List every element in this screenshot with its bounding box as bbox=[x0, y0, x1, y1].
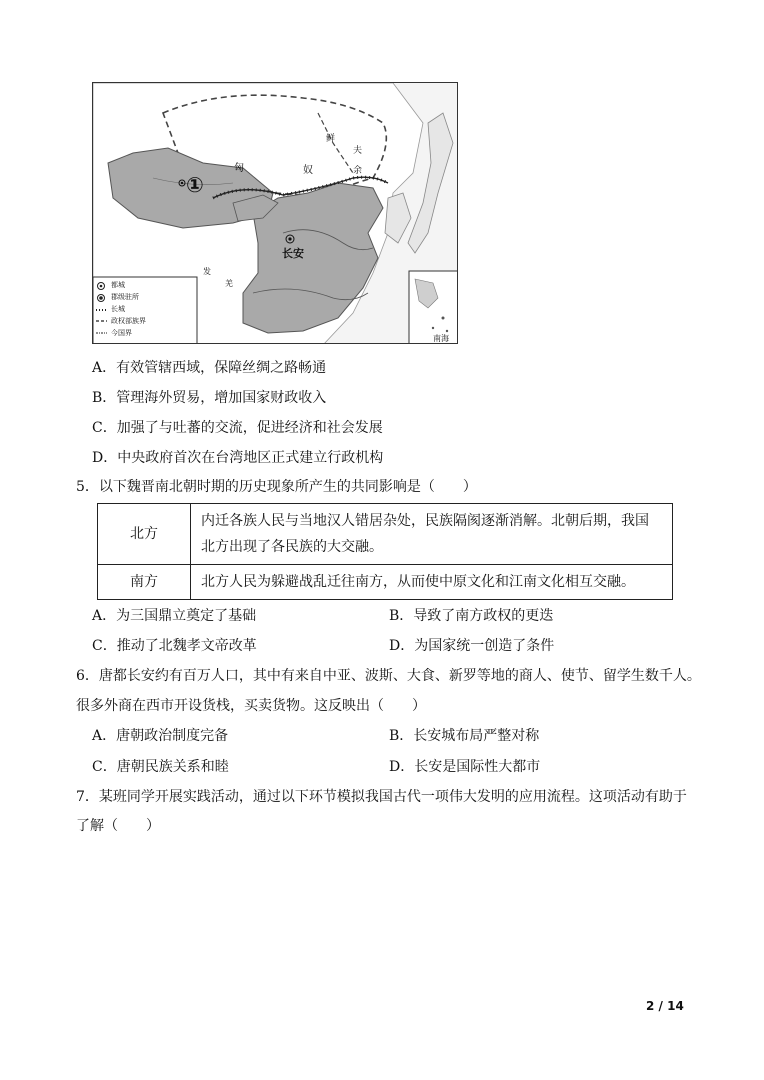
map-label-xiongnu-1: 匈 bbox=[234, 163, 244, 174]
legend-great-wall: 长城 bbox=[111, 305, 125, 313]
q5-stem: 5．以下魏晋南北朝时期的历史现象所产生的共同影响是（ ） bbox=[76, 479, 477, 495]
page-number: 2 / 14 bbox=[646, 999, 684, 1013]
q5-option-c: C．推动了北魏孝文帝改革 bbox=[92, 638, 257, 654]
legend-regime-boundary: 政权部族界 bbox=[111, 317, 146, 325]
legend-commandery-seat: 郡级驻所 bbox=[111, 293, 139, 301]
q6-stem-line1: 6．唐都长安约有百万人口，其中有来自中亚、波斯、大食、新罗等地的商人、使节、留学生数千人。 bbox=[76, 668, 701, 684]
q5-row-head-south: 南方 bbox=[98, 565, 191, 600]
q5-row-text-north: 内迁各族人民与当地汉人错居杂处，民族隔阂逐渐消解。北朝后期，我国北方出现了各民族的大交融。 bbox=[191, 504, 673, 565]
q4-option-d: D．中央政府首次在台湾地区正式建立行政机构 bbox=[92, 450, 384, 466]
map-label-fuyu-1: 夫 bbox=[353, 146, 363, 156]
map-label-nanhai: 南海 bbox=[433, 334, 449, 343]
q5-option-a: A．为三国鼎立奠定了基础 bbox=[92, 608, 257, 624]
map-marker-1: ① bbox=[186, 173, 204, 197]
table-row bbox=[98, 565, 673, 600]
map-label-xiongnu-2: 奴 bbox=[303, 165, 313, 176]
map-label-xianbei: 鲜 bbox=[326, 134, 336, 144]
q4-option-c: C．加强了与吐蕃的交流，促进经济和社会发展 bbox=[92, 420, 383, 436]
q4-option-a: A．有效管辖西域，保障丝绸之路畅通 bbox=[92, 360, 327, 376]
q6-option-a: A．唐朝政治制度完备 bbox=[92, 728, 229, 744]
q4-option-b: B．管理海外贸易，增加国家财政收入 bbox=[92, 390, 327, 406]
q7-stem-line1: 7．某班同学开展实践活动，通过以下环节模拟我国古代一项伟大发明的应用流程。这项活动有助于 bbox=[76, 789, 687, 805]
q5-row-head-north: 北方 bbox=[98, 504, 191, 565]
historical-map bbox=[92, 82, 458, 344]
q6-option-d: D．长安是国际性大都市 bbox=[389, 759, 541, 775]
map-label-qiang: 羌 bbox=[225, 279, 233, 288]
q6-stem-line2: 很多外商在西市开设货栈，买卖货物。这反映出（ ） bbox=[76, 698, 426, 714]
q5-row-text-south: 北方人民为躲避战乱迁往南方，从而使中原文化和江南文化相互交融。 bbox=[191, 565, 673, 600]
legend-capital: 都城 bbox=[111, 281, 125, 289]
table-row bbox=[98, 504, 673, 565]
legend-modern-border: 今国界 bbox=[111, 329, 132, 337]
q5-option-b: B．导致了南方政权的更迭 bbox=[389, 608, 554, 624]
q7-stem-line2: 了解（ ） bbox=[76, 818, 160, 834]
map-label-fa: 发 bbox=[203, 267, 211, 276]
q5-option-d: D．为国家统一创造了条件 bbox=[389, 638, 555, 654]
q6-option-b: B．长安城布局严整对称 bbox=[389, 728, 540, 744]
map-label-changan: 长安 bbox=[282, 247, 304, 260]
map-label-fuyu-2: 余 bbox=[353, 166, 363, 176]
q5-table bbox=[97, 503, 673, 600]
q6-option-c: C．唐朝民族关系和睦 bbox=[92, 759, 229, 775]
